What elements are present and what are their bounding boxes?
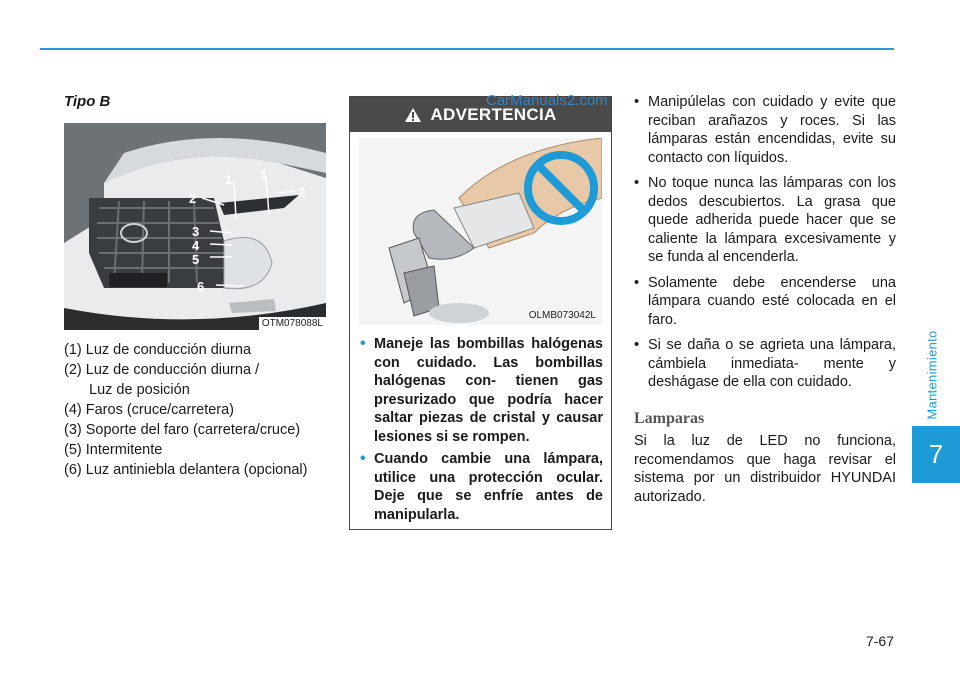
header-rule <box>40 48 894 50</box>
legend-list <box>64 340 326 480</box>
section-label: Mantenimiento <box>924 330 940 420</box>
legend-item: (1) Luz de conducción diurna <box>64 342 252 358</box>
halogen-bulb-figure <box>359 138 602 325</box>
bulb-illustration <box>359 138 602 325</box>
legend-item: (3) Soporte del faro (carretera/cruce) <box>64 422 301 438</box>
chapter-tab: 7 <box>912 426 960 483</box>
callout-5: 5 <box>192 252 200 267</box>
callout-3: 3 <box>192 224 200 239</box>
left-column <box>64 93 326 480</box>
warning-box <box>349 96 612 530</box>
section-title: Lamparas <box>634 409 705 427</box>
warning-item: • Maneje las bombillas halógenas con cuidado. Las bombillas halógenas con- tienen gas presurizado que podría hacer saltar piezas de cristal y causar lesiones si se rompen. <box>362 335 603 446</box>
callout-2a: 2 <box>189 191 197 206</box>
caution-list <box>634 93 896 392</box>
callout-1a: 1 <box>225 172 233 187</box>
figure-code: OLMB073042L <box>528 310 596 321</box>
type-title: Tipo B <box>64 93 111 110</box>
legend-item: (5) Intermitente <box>64 442 163 458</box>
watermark: CarManuals2.com <box>486 92 608 109</box>
figure-code: OTM078088L <box>259 317 326 330</box>
page-number: 7-67 <box>865 633 894 649</box>
legend-item: Luz de posición <box>89 382 190 398</box>
warning-list <box>362 335 603 524</box>
callout-6: 6 <box>197 279 205 294</box>
legend-item: (2) Luz de conducción diurna / <box>64 362 260 378</box>
warning-triangle-icon <box>404 107 422 123</box>
car-front-illustration <box>64 123 326 330</box>
legend-item: (6) Luz antiniebla delantera (opcional) <box>64 462 308 478</box>
callout-2b: 2 <box>298 185 306 200</box>
warning-title: ADVERTENCIA <box>430 104 557 124</box>
caution-item: • Si se daña o se agrieta una lámpara, cámbiela inmediata- mente y deshágase de ella con cuidado. <box>634 336 896 392</box>
section-body: Si la luz de LED no funciona, recomendamos que haga revisar el sistema por un distribuidor HYUNDAI autorizado. <box>634 433 896 505</box>
caution-item: • Manipúlelas con cuidado y evite que reciban arañazos y roces. Si las lámparas están encendidas, evite su contacto con líquidos. <box>634 93 896 167</box>
right-column <box>634 93 896 506</box>
car-front-figure <box>64 123 326 330</box>
caution-item: • Solamente debe encenderse una lámpara cuando esté colocada en el faro. <box>634 274 896 330</box>
warning-item: • Cuando cambie una lámpara, utilice una protección ocular. Deje que se enfríe antes de manipularla. <box>362 450 603 524</box>
legend-item: (4) Faros (cruce/carretera) <box>64 402 235 418</box>
callout-1b: 1 <box>260 167 268 182</box>
caution-item: • No toque nunca las lámparas con los dedos descubiertos. La grasa que quede adherida puede hacer que se caliente la lámpara excesivamente y se funda al encenderla. <box>634 174 896 267</box>
callout-4: 4 <box>192 238 200 253</box>
